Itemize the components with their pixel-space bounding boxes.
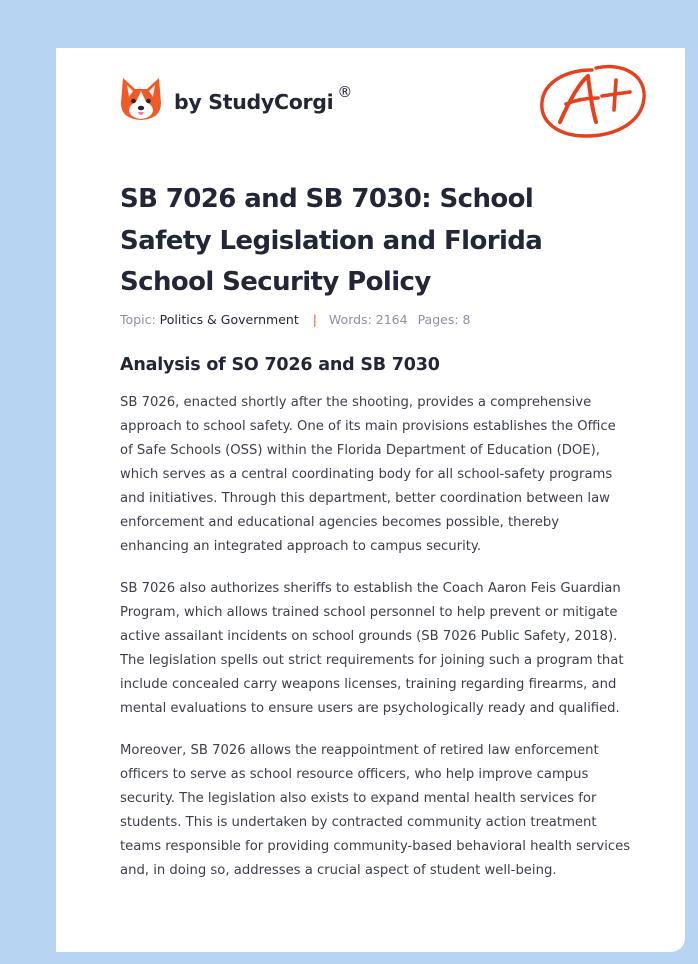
document-body <box>120 391 632 901</box>
document-meta <box>120 312 471 327</box>
registered-mark: ® <box>337 83 353 101</box>
brand-logo[interactable] <box>120 76 352 122</box>
paragraph: SB 7026 also authorizes sheriffs to establish the Coach Aaron Feis Guardian Program, which allows trained school personnel to help prevent or mitigate active assailant incidents on school grounds (SB 7026 Public Safety, 2018). The legislation spells out strict requirements for joining such a program that include concealed carry weapons licenses, training regarding firearms, and mental evaluations to ensure users are psychologically ready and qualified. <box>120 581 624 716</box>
words-count: 2164 <box>375 312 408 327</box>
corgi-logo-icon <box>120 76 162 122</box>
a-plus-grade-icon <box>538 60 648 140</box>
topic-link[interactable]: Politics & Government <box>159 312 299 327</box>
section-heading: Analysis of SO 7026 and SB 7030 <box>120 355 440 375</box>
pages-label: Pages: <box>417 312 459 327</box>
paragraph: SB 7026, enacted shortly after the shooting, provides a comprehensive approach to school safety. One of its main provisions establishes the Office of Safe Schools (OSS) within the Florida Department of Education (DOE), which serves as a central coordinating body for all school-safety programs and initiatives. Through this department, better coordination between law enforcement and educational agencies becomes possible, thereby enhancing an integrated approach to campus security. <box>120 395 616 554</box>
topic-label: Topic: <box>120 312 156 327</box>
document-card <box>56 48 685 952</box>
pages-count: 8 <box>462 312 471 327</box>
words-label: Words: <box>328 312 372 327</box>
paragraph: Moreover, SB 7026 allows the reappointment of retired law enforcement officers to serve as school resource officers, who help improve campus security. The legislation also exists to expand mental health services for students. This is undertaken by contracted community action treatment teams responsible for providing community-based behavioral health services and, in doing so, addresses a crucial aspect of student well-being. <box>120 743 631 878</box>
meta-separator: | <box>312 312 317 327</box>
brand-name: by StudyCorgi <box>174 90 334 114</box>
document-title: SB 7026 and SB 7030: School Safety Legislation and Florida School Security Policy <box>120 184 543 297</box>
